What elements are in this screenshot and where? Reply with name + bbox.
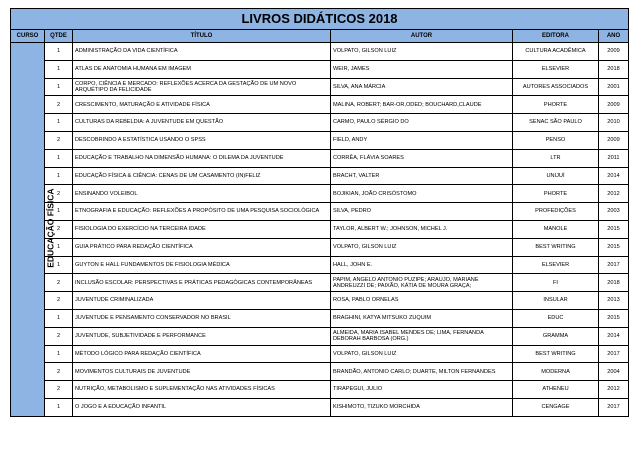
cell-editora: ELSEVIER bbox=[513, 256, 599, 274]
cell-titulo: MOVIMENTOS CULTURAIS DE JUVENTUDE bbox=[73, 363, 331, 381]
cell-qtde: 1 bbox=[45, 149, 73, 167]
cell-autor: WEIR, JAMES bbox=[331, 60, 513, 78]
table-row bbox=[11, 131, 629, 149]
table-row bbox=[11, 114, 629, 132]
cell-ano: 2017 bbox=[599, 398, 629, 416]
cell-editora: CULTURA ACADÊMICA bbox=[513, 43, 599, 61]
cell-editora: EDUC bbox=[513, 309, 599, 327]
cell-editora: PHORTE bbox=[513, 96, 599, 114]
cell-titulo: ATLAS DE ANATOMIA HUMANA EM IMAGEM bbox=[73, 60, 331, 78]
cell-qtde: 1 bbox=[45, 256, 73, 274]
cell-ano: 2009 bbox=[599, 96, 629, 114]
cell-editora: BEST WRITING bbox=[513, 345, 599, 363]
cell-autor: TAYLOR, ALBERT W.; JOHNSON, MICHEL J. bbox=[331, 220, 513, 238]
cell-titulo: JUVENTUDE E PENSAMENTO CONSERVADOR NO BRASIL bbox=[73, 309, 331, 327]
cell-ano: 2001 bbox=[599, 78, 629, 96]
cell-ano: 2015 bbox=[599, 220, 629, 238]
cell-titulo: DESCOBRINDO A ESTATÍSTICA USANDO O SPSS bbox=[73, 131, 331, 149]
cell-editora: FI bbox=[513, 274, 599, 292]
cell-titulo: ETNOGRAFIA E EDUCAÇÃO: REFLEXÕES A PROPÓSITO DE UMA PESQUISA SOCIOLÓGICA bbox=[73, 203, 331, 221]
table-row bbox=[11, 149, 629, 167]
header-qtde: QTDE bbox=[45, 30, 73, 43]
table-row bbox=[11, 167, 629, 185]
cell-editora: UNIJUÍ bbox=[513, 167, 599, 185]
cell-editora: BEST WRITING bbox=[513, 238, 599, 256]
cell-qtde: 2 bbox=[45, 274, 73, 292]
cell-editora: CENGAGE bbox=[513, 398, 599, 416]
table-row bbox=[11, 381, 629, 399]
cell-autor: VOLPATO, GILSON LUIZ bbox=[331, 238, 513, 256]
header-ano: ANO bbox=[599, 30, 629, 43]
cell-qtde: 1 bbox=[45, 167, 73, 185]
cell-editora: PENSO bbox=[513, 131, 599, 149]
cell-titulo: EDUCAÇÃO E TRABALHO NA DIMENSÃO HUMANA: O DILEMA DA JUVENTUDE bbox=[73, 149, 331, 167]
table-row bbox=[11, 220, 629, 238]
table-row bbox=[11, 309, 629, 327]
table-row bbox=[11, 96, 629, 114]
cell-titulo: MÉTODO LÓGICO PARA REDAÇÃO CIENTÍFICA bbox=[73, 345, 331, 363]
cell-ano: 2011 bbox=[599, 149, 629, 167]
cell-qtde: 1 bbox=[45, 43, 73, 61]
table-row bbox=[11, 256, 629, 274]
cell-qtde: 1 bbox=[45, 114, 73, 132]
cell-autor: FIELD, ANDY bbox=[331, 131, 513, 149]
cell-ano: 2013 bbox=[599, 292, 629, 310]
table-row bbox=[11, 363, 629, 381]
cell-autor: VOLPATO, GILSON LUIZ bbox=[331, 345, 513, 363]
cell-autor: PAPIM, ANGELO ANTONIO PUZIPE; ARAUJO, MARIANE ANDREUZZI DE; PAIXÃO, KÁTIA DE MOURA GRAÇA; bbox=[331, 274, 513, 292]
table-row bbox=[11, 60, 629, 78]
cell-editora: INSULAR bbox=[513, 292, 599, 310]
book-table bbox=[10, 8, 629, 417]
cell-qtde: 1 bbox=[45, 238, 73, 256]
cell-autor: ROSA, PABLO ORNELAS bbox=[331, 292, 513, 310]
cell-autor: SILVA, PEDRO bbox=[331, 203, 513, 221]
cell-autor: CORRÊA, FLÁVIA SOARES bbox=[331, 149, 513, 167]
cell-ano: 2003 bbox=[599, 203, 629, 221]
cell-titulo: ADMINISTRAÇÃO DA VIDA CIENTÍFICA bbox=[73, 43, 331, 61]
cell-editora: MODERNA bbox=[513, 363, 599, 381]
cell-titulo: JUVENTUDE, SUBJETIVIDADE E PERFORMANCE bbox=[73, 327, 331, 345]
curso-label: EDUCAÇÃO FÍSICA bbox=[45, 188, 56, 269]
cell-editora: AUTORES ASSOCIADOS bbox=[513, 78, 599, 96]
table-row bbox=[11, 327, 629, 345]
cell-autor: ALMEIDA, MARIA ISABEL MENDES DE; LIMA, FERNANDA DEBORAH BARBOSA (ORG.) bbox=[331, 327, 513, 345]
cell-titulo: CRESCIMENTO, MATURAÇÃO E ATIVIDADE FÍSICA bbox=[73, 96, 331, 114]
cell-titulo: INCLUSÃO ESCOLAR: PERSPECTIVAS E PRÁTICAS PEDAGÓGICAS CONTEMPORÂNEAS bbox=[73, 274, 331, 292]
table-row bbox=[11, 292, 629, 310]
cell-qtde: 1 bbox=[45, 309, 73, 327]
cell-autor: BOJIKIAN, JOÃO CRISÓSTOMO bbox=[331, 185, 513, 203]
curso-cell bbox=[11, 43, 56, 417]
cell-qtde: 1 bbox=[45, 398, 73, 416]
cell-autor: MALINA, ROBERT; BAR-OR,ODED; BOUCHARD,CLAUDE bbox=[331, 96, 513, 114]
cell-ano: 2012 bbox=[599, 381, 629, 399]
cell-autor: CARMO, PAULO SÉRGIO DO bbox=[331, 114, 513, 132]
cell-autor: HALL, JOHN E. bbox=[331, 256, 513, 274]
cell-qtde: 1 bbox=[45, 60, 73, 78]
cell-qtde: 2 bbox=[45, 327, 73, 345]
cell-titulo: CORPO, CIÊNCIA E MERCADO: REFLEXÕES ACERCA DA GESTAÇÃO DE UM NOVO ARQUÉTIPO DA FELICIDADE bbox=[73, 78, 331, 96]
table-row bbox=[11, 43, 629, 61]
cell-titulo: JUVENTUDE CRIMINALIZADA bbox=[73, 292, 331, 310]
cell-ano: 2018 bbox=[599, 274, 629, 292]
cell-ano: 2012 bbox=[599, 185, 629, 203]
cell-editora: GRAMMA bbox=[513, 327, 599, 345]
cell-autor: SILVA, ANA MÁRCIA bbox=[331, 78, 513, 96]
cell-editora: ELSEVIER bbox=[513, 60, 599, 78]
header-curso: CURSO bbox=[11, 30, 45, 43]
cell-ano: 2009 bbox=[599, 43, 629, 61]
cell-qtde: 2 bbox=[45, 185, 73, 203]
cell-ano: 2015 bbox=[599, 309, 629, 327]
cell-qtde: 1 bbox=[45, 78, 73, 96]
header-autor: AUTOR bbox=[331, 30, 513, 43]
cell-autor: BRACHT, VALTER bbox=[331, 167, 513, 185]
cell-ano: 2017 bbox=[599, 256, 629, 274]
cell-titulo: CULTURAS DA REBELDIA: A JUVENTUDE EM QUESTÃO bbox=[73, 114, 331, 132]
cell-titulo: ENSINANDO VOLEIBOL bbox=[73, 185, 331, 203]
table-row bbox=[11, 238, 629, 256]
cell-ano: 2018 bbox=[599, 60, 629, 78]
cell-qtde: 2 bbox=[45, 381, 73, 399]
cell-titulo: GUIA PRÁTICO PARA REDAÇÃO CIENTÍFICA bbox=[73, 238, 331, 256]
cell-autor: BRAGHINI, KATYA MITSUKO ZUQUIM bbox=[331, 309, 513, 327]
table-row bbox=[11, 185, 629, 203]
cell-ano: 2004 bbox=[599, 363, 629, 381]
cell-ano: 2014 bbox=[599, 327, 629, 345]
cell-editora: MANOLE bbox=[513, 220, 599, 238]
cell-ano: 2010 bbox=[599, 114, 629, 132]
cell-editora: LTR bbox=[513, 149, 599, 167]
table-row bbox=[11, 78, 629, 96]
cell-titulo: GUYTON E HALL FUNDAMENTOS DE FISIOLOGIA MÉDICA bbox=[73, 256, 331, 274]
book-list-sheet bbox=[10, 8, 628, 417]
cell-ano: 2009 bbox=[599, 131, 629, 149]
cell-titulo: NUTRIÇÃO, METABOLISMO E SUPLEMENTAÇÃO NAS ATIVIDADES FÍSICAS bbox=[73, 381, 331, 399]
cell-qtde: 1 bbox=[45, 203, 73, 221]
cell-qtde: 2 bbox=[45, 96, 73, 114]
cell-autor: KISHIMOTO, TIZUKO MORCHIDA bbox=[331, 398, 513, 416]
cell-qtde: 2 bbox=[45, 131, 73, 149]
cell-editora: PROFEDIÇÕES bbox=[513, 203, 599, 221]
cell-ano: 2017 bbox=[599, 345, 629, 363]
cell-titulo: EDUCAÇÃO FÍSICA & CIÊNCIA: CENAS DE UM CASAMENTO (IN)FELIZ bbox=[73, 167, 331, 185]
cell-ano: 2014 bbox=[599, 167, 629, 185]
cell-qtde: 2 bbox=[45, 363, 73, 381]
cell-editora: PHORTE bbox=[513, 185, 599, 203]
header-titulo: TÍTULO bbox=[73, 30, 331, 43]
cell-ano: 2015 bbox=[599, 238, 629, 256]
cell-qtde: 2 bbox=[45, 292, 73, 310]
cell-autor: BRANDÃO, ANTONIO CARLO; DUARTE, MILTON FERNANDES bbox=[331, 363, 513, 381]
cell-titulo: FISIOLOGIA DO EXERCÍCIO NA TERCEIRA IDADE bbox=[73, 220, 331, 238]
cell-editora: SENAC SÃO PAULO bbox=[513, 114, 599, 132]
sheet-title: LIVROS DIDÁTICOS 2018 bbox=[11, 9, 629, 30]
cell-qtde: 2 bbox=[45, 220, 73, 238]
table-row bbox=[11, 345, 629, 363]
cell-qtde: 1 bbox=[45, 345, 73, 363]
cell-editora: ATHENEU bbox=[513, 381, 599, 399]
table-row bbox=[11, 398, 629, 416]
cell-autor: VOLPATO, GILSON LUIZ bbox=[331, 43, 513, 61]
cell-autor: TIRAPEGUI, JULIO bbox=[331, 381, 513, 399]
cell-titulo: O JOGO E A EDUCAÇÃO INFANTIL bbox=[73, 398, 331, 416]
table-row bbox=[11, 274, 629, 292]
header-editora: EDITORA bbox=[513, 30, 599, 43]
table-row bbox=[11, 203, 629, 221]
